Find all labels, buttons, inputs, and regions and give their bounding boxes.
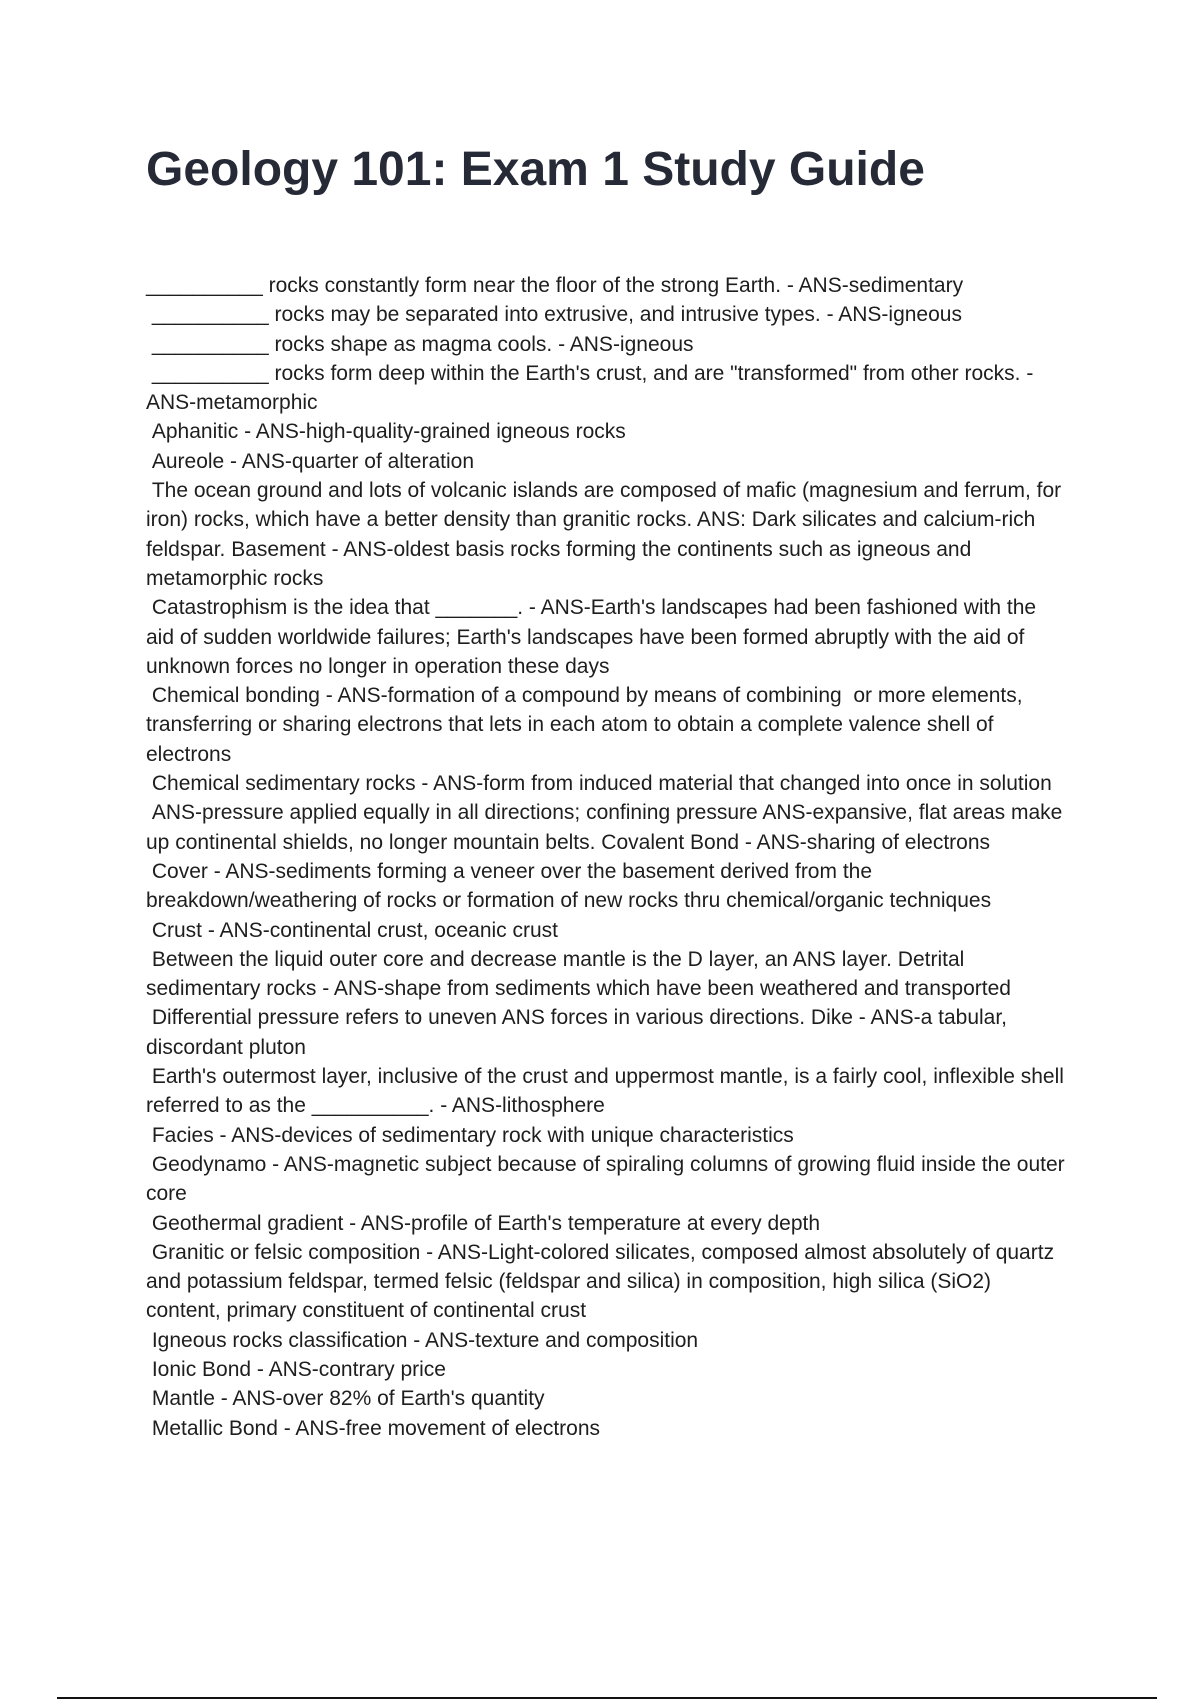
study-entry: Earth's outermost layer, inclusive of the crust and uppermost mantle, is a fairly cool, inflexible shell referred to as the __________. - ANS-lithosphere bbox=[146, 1065, 1070, 1118]
study-entry: Ionic Bond - ANS-contrary price bbox=[146, 1357, 446, 1381]
study-entry: Cover - ANS-sediments forming a veneer over the basement derived from the breakdown/weathering of rocks or formation of new rocks thru chemical/organic techniques bbox=[146, 859, 992, 913]
study-entry: Chemical sedimentary rocks - ANS-form from induced material that changed into once in solution bbox=[146, 772, 1052, 796]
study-entry: Crust - ANS-continental crust, oceanic crust bbox=[146, 918, 559, 942]
study-entry: __________ rocks constantly form near the floor of the strong Earth. - ANS-sedimentary bbox=[146, 274, 964, 297]
footer-divider bbox=[57, 1697, 1157, 1699]
study-entry: Differential pressure refers to uneven ANS forces in various directions. Dike - ANS-a tabular, discordant pluton bbox=[146, 1006, 1013, 1059]
study-entry: __________ rocks form deep within the Earth's crust, and are "transformed" from other rocks. - ANS-metamorphic bbox=[146, 361, 1039, 415]
page-title: Geology 101: Exam 1 Study Guide bbox=[146, 143, 925, 196]
document-body bbox=[146, 271, 1071, 1443]
study-entry: The ocean ground and lots of volcanic islands are composed of mafic (magnesium and ferrum, for iron) rocks, which have a better density than granitic rocks. ANS: Dark silicates and calcium-rich feldspar. Basement - ANS-oldest basis rocks forming the continents such as igneous and metamorphic rocks bbox=[146, 479, 1067, 590]
study-entry: Between the liquid outer core and decrease mantle is the D layer, an ANS layer. Detrital sedimentary rocks - ANS-shape from sediments which have been weathered and transported bbox=[146, 947, 1011, 1001]
study-entry: ANS-pressure applied equally in all directions; confining pressure ANS-expansive, flat areas make up continental shields, no longer mountain belts. Covalent Bond - ANS-sharing of electrons bbox=[146, 801, 1069, 854]
study-entry: Geodynamo - ANS-magnetic subject because of spiraling columns of growing fluid inside the outer core bbox=[146, 1152, 1071, 1206]
study-entry: __________ rocks may be separated into extrusive, and intrusive types. - ANS-igneous bbox=[146, 303, 962, 327]
study-entry: Chemical bonding - ANS-formation of a compound by means of combining or more elements, transferring or sharing electrons that lets in each atom to obtain a complete valence shell of electrons bbox=[146, 684, 1029, 766]
study-entry: Geothermal gradient - ANS-profile of Earth's temperature at every depth bbox=[146, 1211, 821, 1235]
study-entry: Igneous rocks classification - ANS-texture and composition bbox=[146, 1328, 699, 1352]
study-entry: Mantle - ANS-over 82% of Earth's quantity bbox=[146, 1387, 545, 1411]
study-entry: __________ rocks shape as magma cools. - ANS-igneous bbox=[146, 332, 694, 356]
study-entry: Catastrophism is the idea that _______. - ANS-Earth's landscapes had been fashioned with the aid of sudden worldwide failures; Earth's landscapes have been formed abruptly with the aid of unknown forces no longer in operation these days bbox=[146, 596, 1042, 678]
study-entry: Granitic or felsic composition - ANS-Light-colored silicates, composed almost absolutely of quartz and potassium feldspar, termed felsic (feldspar and silica) in composition, high silica (SiO2) content, primary constituent of continental crust bbox=[146, 1240, 1060, 1323]
study-entry: Aureole - ANS-quarter of alteration bbox=[146, 449, 475, 473]
study-entry: Metallic Bond - ANS-free movement of electrons bbox=[146, 1416, 601, 1440]
study-entry: Aphanitic - ANS-high-quality-grained igneous rocks bbox=[146, 420, 626, 444]
study-entry: Facies - ANS-devices of sedimentary rock with unique characteristics bbox=[146, 1123, 794, 1147]
